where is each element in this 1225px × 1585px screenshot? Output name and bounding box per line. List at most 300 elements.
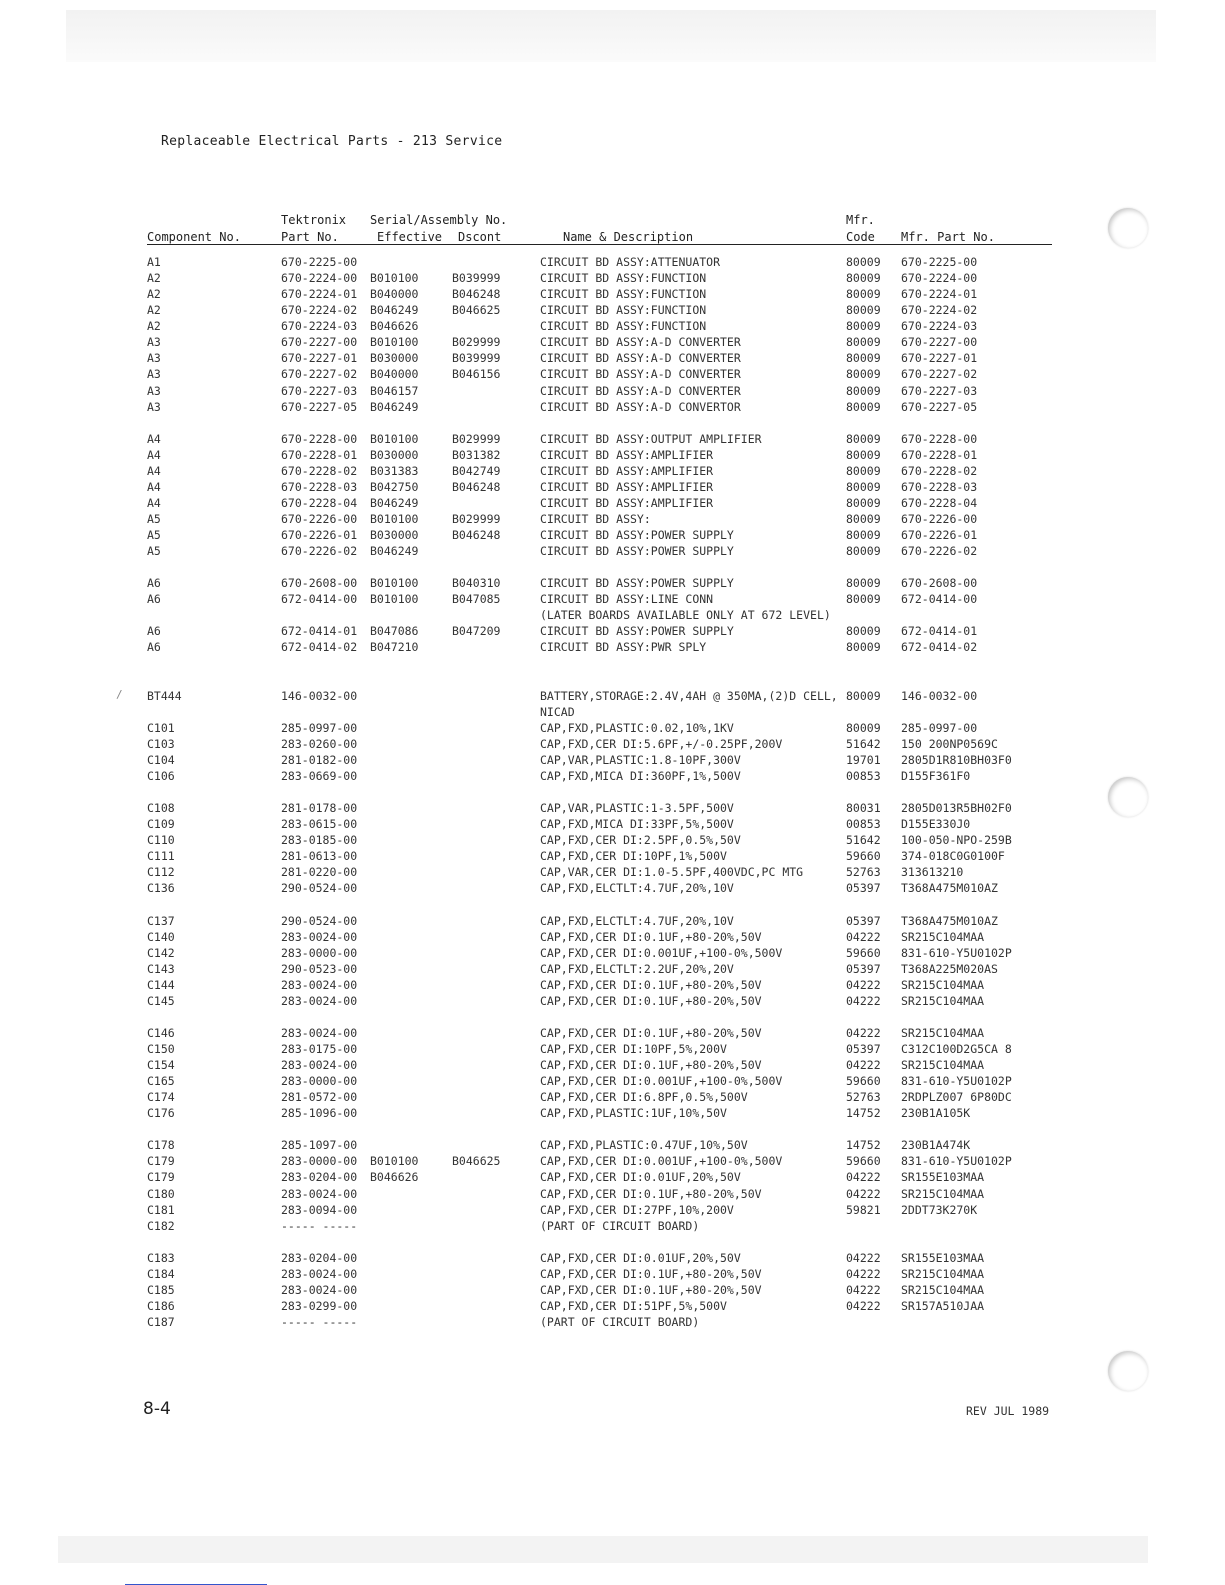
mfr-code: 80009 <box>846 303 881 318</box>
mfr-part-no: 150 200NP0569C <box>901 736 998 751</box>
tektronix-part-no: 283-0615-00 <box>281 817 358 832</box>
description: CAP,FXD,CER DI:0.1UF,+80-20%,50V <box>540 1058 762 1072</box>
mfr-code: 04222 <box>846 1058 881 1072</box>
header-rule <box>147 244 1052 245</box>
mfr-part-no: 670-2228-04 <box>901 495 978 510</box>
mfr-part-no: 670-2228-02 <box>901 463 978 478</box>
mfr-part-no: 2805D1R810BH03F0 <box>901 752 1012 767</box>
tektronix-part-no: 283-0024-00 <box>281 1058 358 1072</box>
tektronix-part-no: 670-2224-02 <box>281 303 358 318</box>
component-no: C136 <box>147 881 175 896</box>
serial-effective: B046626 <box>370 319 419 334</box>
serial-effective: B010100 <box>370 512 419 526</box>
tektronix-part-no: 670-2225-00 <box>281 255 358 269</box>
description: CAP,FXD,CER DI:0.1UF,+80-20%,50V <box>540 1025 762 1040</box>
mfr-code: 80009 <box>846 431 881 446</box>
mfr-part-no: T368A225M020AS <box>901 961 998 976</box>
header-tektronix: Tektronix <box>281 213 347 227</box>
mfr-part-no: 670-2228-01 <box>901 447 978 462</box>
mfr-part-no: SR155E103MAA <box>901 1250 985 1265</box>
component-no: C109 <box>147 817 175 832</box>
description: CIRCUIT BD ASSY:PWR SPLY <box>540 640 707 655</box>
component-no: C183 <box>147 1250 175 1265</box>
tektronix-part-no: 672-0414-02 <box>281 640 358 655</box>
mfr-code: 00853 <box>846 768 881 783</box>
tektronix-part-no: 670-2227-05 <box>281 399 358 414</box>
tektronix-part-no: 670-2226-02 <box>281 544 358 559</box>
mfr-code: 80009 <box>846 640 881 655</box>
mfr-part-no: 670-2227-05 <box>901 399 978 414</box>
mfr-code: 04222 <box>846 1186 881 1201</box>
tektronix-part-no: 285-1097-00 <box>281 1138 358 1153</box>
scan-shadow-top <box>66 10 1156 62</box>
component-no: C181 <box>147 1202 175 1217</box>
description: CAP,FXD,CER DI:10PF,5%,200V <box>540 1041 727 1056</box>
scan-shadow-bottom <box>58 1536 1148 1563</box>
header-effective: Effective <box>377 230 443 244</box>
description: CIRCUIT BD ASSY:AMPLIFIER <box>540 495 714 510</box>
description: CAP,FXD,CER DI:0.1UF,+80-20%,50V <box>540 1266 762 1281</box>
serial-effective: B042750 <box>370 479 419 494</box>
mfr-part-no: 670-2224-00 <box>901 271 978 286</box>
mfr-part-no: 2805D013R5BH02F0 <box>901 801 1012 815</box>
description: CAP,VAR,PLASTIC:1.8-10PF,300V <box>540 752 741 767</box>
mfr-part-no: 670-2225-00 <box>901 255 978 269</box>
serial-dscont: B040310 <box>452 576 501 591</box>
description: CAP,VAR,PLASTIC:1-3.5PF,500V <box>540 801 734 815</box>
tektronix-part-no: 670-2228-01 <box>281 447 358 462</box>
mfr-part-no: SR157A510JAA <box>901 1298 985 1313</box>
tektronix-part-no: 283-0024-00 <box>281 993 358 1008</box>
tektronix-part-no: 281-0220-00 <box>281 865 358 880</box>
mfr-code: 04222 <box>846 1025 881 1040</box>
description: NICAD <box>540 704 575 719</box>
page-title: Replaceable Electrical Parts - 213 Service <box>161 134 503 149</box>
component-no: C186 <box>147 1298 175 1313</box>
description: CIRCUIT BD ASSY:A-D CONVERTER <box>540 383 741 398</box>
serial-effective: B046249 <box>370 544 419 559</box>
serial-effective: B030000 <box>370 528 419 542</box>
mfr-part-no: 670-2227-01 <box>901 351 978 366</box>
mfr-part-no: 670-2227-02 <box>901 367 978 382</box>
description: CAP,FXD,PLASTIC:0.47UF,10%,50V <box>540 1138 748 1153</box>
mfr-code: 80009 <box>846 399 881 414</box>
mfr-code: 05397 <box>846 913 881 928</box>
tektronix-part-no: 283-0175-00 <box>281 1041 358 1056</box>
mfr-code: 80009 <box>846 688 881 703</box>
mfr-part-no: 230B1A474K <box>901 1138 971 1153</box>
mfr-part-no: 670-2226-01 <box>901 528 978 542</box>
serial-dscont: B047209 <box>452 624 501 639</box>
serial-effective: B010100 <box>370 576 419 591</box>
serial-dscont: B029999 <box>452 431 501 446</box>
description: CAP,FXD,MICA DI:33PF,5%,500V <box>540 817 734 832</box>
mfr-code: 80009 <box>846 255 881 269</box>
mfr-code: 59660 <box>846 849 881 864</box>
description: CAP,FXD,CER DI:5.6PF,+/-0.25PF,200V <box>540 736 783 751</box>
component-no: A5 <box>147 528 161 542</box>
tektronix-part-no: 281-0572-00 <box>281 1090 358 1105</box>
mfr-part-no: D155F361F0 <box>901 768 971 783</box>
tektronix-part-no: 290-0523-00 <box>281 961 358 976</box>
mfr-part-no: SR215C104MAA <box>901 1025 985 1040</box>
mfr-part-no: T368A475M010AZ <box>901 913 998 928</box>
component-no: C110 <box>147 833 175 848</box>
serial-dscont: B046248 <box>452 479 501 494</box>
component-no: A6 <box>147 592 161 607</box>
mfr-part-no: T368A475M010AZ <box>901 881 998 896</box>
mfr-part-no: 670-2227-03 <box>901 383 978 398</box>
mfr-part-no: SR215C104MAA <box>901 1266 985 1281</box>
mfr-part-no: 670-2228-00 <box>901 431 978 446</box>
serial-dscont: B047085 <box>452 592 501 607</box>
serial-dscont: B029999 <box>452 512 501 526</box>
serial-dscont: B042749 <box>452 463 501 478</box>
mfr-part-no: 670-2224-01 <box>901 287 978 302</box>
component-no: A6 <box>147 640 161 655</box>
serial-dscont: B046248 <box>452 287 501 302</box>
mfr-code: 80009 <box>846 576 881 591</box>
component-no: C179 <box>147 1154 175 1169</box>
description: CAP,FXD,CER DI:2.5PF,0.5%,50V <box>540 833 741 848</box>
tektronix-part-no: 283-0185-00 <box>281 833 358 848</box>
mfr-code: 04222 <box>846 977 881 992</box>
tektronix-part-no: 283-0669-00 <box>281 768 358 783</box>
component-no: C184 <box>147 1266 175 1281</box>
mfr-code: 59660 <box>846 1154 881 1169</box>
component-no: C112 <box>147 865 175 880</box>
mfr-part-no: 313613210 <box>901 865 964 880</box>
mfr-part-no: 146-0032-00 <box>901 688 978 703</box>
mfr-code: 04222 <box>846 1266 881 1281</box>
punch-hole <box>1108 208 1148 248</box>
mfr-code: 14752 <box>846 1106 881 1121</box>
tektronix-part-no: 281-0182-00 <box>281 752 358 767</box>
mfr-code: 14752 <box>846 1138 881 1153</box>
tektronix-part-no: 283-0024-00 <box>281 929 358 944</box>
mfr-code: 04222 <box>846 993 881 1008</box>
description: CIRCUIT BD ASSY:POWER SUPPLY <box>540 544 734 559</box>
description: CAP,FXD,CER DI:0.1UF,+80-20%,50V <box>540 993 762 1008</box>
component-no: A2 <box>147 271 161 286</box>
mfr-part-no: SR215C104MAA <box>901 1282 985 1297</box>
tektronix-part-no: 670-2228-00 <box>281 431 358 446</box>
tektronix-part-no: 283-0000-00 <box>281 945 358 960</box>
description: (LATER BOARDS AVAILABLE ONLY AT 672 LEVEL) <box>540 608 831 623</box>
mfr-part-no: SR215C104MAA <box>901 1058 985 1072</box>
mfr-part-no: D155E330J0 <box>901 817 971 832</box>
mfr-code: 80009 <box>846 319 881 334</box>
description: CIRCUIT BD ASSY:POWER SUPPLY <box>540 528 734 542</box>
tektronix-part-no: 670-2226-00 <box>281 512 358 526</box>
tektronix-part-no: 670-2224-01 <box>281 287 358 302</box>
serial-effective: B010100 <box>370 431 419 446</box>
punch-hole <box>1108 777 1148 817</box>
serial-effective: B046249 <box>370 495 419 510</box>
component-no: C104 <box>147 752 175 767</box>
mfr-part-no: SR215C104MAA <box>901 993 985 1008</box>
mfr-part-no: 285-0997-00 <box>901 720 978 735</box>
mfr-code: 80009 <box>846 592 881 607</box>
component-no: A5 <box>147 512 161 526</box>
serial-effective: B030000 <box>370 351 419 366</box>
tektronix-part-no: 672-0414-01 <box>281 624 358 639</box>
tektronix-part-no: ----- ----- <box>281 1218 358 1233</box>
component-no: C108 <box>147 801 175 815</box>
mfr-part-no: 670-2224-03 <box>901 319 978 334</box>
mfr-code: 52763 <box>846 1090 881 1105</box>
tektronix-part-no: 283-0000-00 <box>281 1154 358 1169</box>
serial-effective: B046249 <box>370 399 419 414</box>
component-no: C182 <box>147 1218 175 1233</box>
component-no: BT444 <box>147 688 182 703</box>
tektronix-part-no: 283-0299-00 <box>281 1298 358 1313</box>
mfr-part-no: 230B1A105K <box>901 1106 971 1121</box>
mfr-part-no: 670-2228-03 <box>901 479 978 494</box>
tektronix-part-no: 672-0414-00 <box>281 592 358 607</box>
mfr-part-no: 670-2608-00 <box>901 576 978 591</box>
component-no: C103 <box>147 736 175 751</box>
description: CAP,FXD,CER DI:0.001UF,+100-0%,500V <box>540 945 783 960</box>
description: CAP,FXD,PLASTIC:1UF,10%,50V <box>540 1106 727 1121</box>
serial-effective: B010100 <box>370 1154 419 1169</box>
tektronix-part-no: 283-0094-00 <box>281 1202 358 1217</box>
header-mfr-code: Code <box>846 230 875 244</box>
tektronix-part-no: 290-0524-00 <box>281 913 358 928</box>
component-no: A1 <box>147 255 161 269</box>
mfr-part-no: 670-2224-02 <box>901 303 978 318</box>
mfr-code: 51642 <box>846 736 881 751</box>
component-no: C146 <box>147 1025 175 1040</box>
mfr-code: 80009 <box>846 624 881 639</box>
serial-effective: B046157 <box>370 383 419 398</box>
mfr-code: 05397 <box>846 961 881 976</box>
description: CAP,FXD,CER DI:0.01UF,20%,50V <box>540 1250 741 1265</box>
description: CIRCUIT BD ASSY:FUNCTION <box>540 287 707 302</box>
component-no: C106 <box>147 768 175 783</box>
component-no: C185 <box>147 1282 175 1297</box>
component-no: C111 <box>147 849 175 864</box>
component-no: A6 <box>147 576 161 591</box>
serial-dscont: B039999 <box>452 351 501 366</box>
component-no: A4 <box>147 495 161 510</box>
mfr-code: 80009 <box>846 528 881 542</box>
description: (PART OF CIRCUIT BOARD) <box>540 1315 700 1329</box>
description: CAP,FXD,CER DI:6.8PF,0.5%,500V <box>540 1090 748 1105</box>
header-name-description: Name & Description <box>563 230 694 244</box>
serial-dscont: B046156 <box>452 367 501 382</box>
description: CAP,FXD,ELCTLT:2.2UF,20%,20V <box>540 961 734 976</box>
mfr-code: 04222 <box>846 1298 881 1313</box>
description: CAP,FXD,MICA DI:360PF,1%,500V <box>540 768 741 783</box>
mfr-code: 80031 <box>846 801 881 815</box>
tektronix-part-no: 283-0204-00 <box>281 1170 358 1185</box>
tektronix-part-no: 670-2228-04 <box>281 495 358 510</box>
tektronix-part-no: 281-0613-00 <box>281 849 358 864</box>
description: CIRCUIT BD ASSY:POWER SUPPLY <box>540 624 734 639</box>
component-no: C150 <box>147 1041 175 1056</box>
mfr-code: 80009 <box>846 447 881 462</box>
tektronix-part-no: 290-0524-00 <box>281 881 358 896</box>
component-no: A6 <box>147 624 161 639</box>
component-no: A3 <box>147 367 161 382</box>
component-no: A3 <box>147 335 161 350</box>
component-no: C143 <box>147 961 175 976</box>
mfr-code: 80009 <box>846 720 881 735</box>
mfr-part-no: 2RDPLZ007 6P80DC <box>901 1090 1012 1105</box>
serial-effective: B010100 <box>370 335 419 350</box>
description: CIRCUIT BD ASSY:OUTPUT AMPLIFIER <box>540 431 762 446</box>
component-no: C145 <box>147 993 175 1008</box>
description: CAP,FXD,ELCTLT:4.7UF,20%,10V <box>540 881 734 896</box>
component-no: A3 <box>147 351 161 366</box>
serial-effective: B010100 <box>370 271 419 286</box>
serial-dscont: B039999 <box>452 271 501 286</box>
tektronix-part-no: 670-2228-03 <box>281 479 358 494</box>
mfr-code: 59660 <box>846 1074 881 1089</box>
component-no: C154 <box>147 1058 175 1072</box>
serial-dscont: B046625 <box>452 1154 501 1169</box>
tektronix-part-no: 283-0024-00 <box>281 1186 358 1201</box>
description: CAP,FXD,CER DI:0.1UF,+80-20%,50V <box>540 977 762 992</box>
description: CAP,VAR,CER DI:1.0-5.5PF,400VDC,PC MTG <box>540 865 804 880</box>
component-no: A3 <box>147 399 161 414</box>
serial-effective: B031383 <box>370 463 419 478</box>
tektronix-part-no: ----- ----- <box>281 1315 358 1329</box>
tektronix-part-no: 146-0032-00 <box>281 688 358 703</box>
serial-effective: B010100 <box>370 592 419 607</box>
component-no: A3 <box>147 383 161 398</box>
mfr-code: 04222 <box>846 1170 881 1185</box>
component-no: A2 <box>147 303 161 318</box>
mfr-part-no: 2DDT73K270K <box>901 1202 978 1217</box>
component-no: C144 <box>147 977 175 992</box>
description: CAP,FXD,CER DI:27PF,10%,200V <box>540 1202 734 1217</box>
description: CIRCUIT BD ASSY:LINE CONN <box>540 592 714 607</box>
description: CAP,FXD,CER DI:51PF,5%,500V <box>540 1298 727 1313</box>
description: CIRCUIT BD ASSY:A-D CONVERTER <box>540 367 741 382</box>
mfr-code: 80009 <box>846 271 881 286</box>
mfr-part-no: 672-0414-00 <box>901 592 978 607</box>
component-no: C140 <box>147 929 175 944</box>
serial-dscont: B046248 <box>452 528 501 542</box>
component-no: C142 <box>147 945 175 960</box>
component-no: C179 <box>147 1170 175 1185</box>
page-number: 8-4 <box>143 1399 171 1419</box>
component-no: C187 <box>147 1315 175 1329</box>
description: (PART OF CIRCUIT BOARD) <box>540 1218 700 1233</box>
tektronix-part-no: 283-0024-00 <box>281 1266 358 1281</box>
mfr-code: 59821 <box>846 1202 881 1217</box>
mfr-code: 80009 <box>846 512 881 526</box>
description: CIRCUIT BD ASSY: <box>540 512 651 526</box>
mfr-part-no: SR215C104MAA <box>901 977 985 992</box>
tektronix-part-no: 281-0178-00 <box>281 801 358 815</box>
mfr-part-no: 672-0414-02 <box>901 640 978 655</box>
description: BATTERY,STORAGE:2.4V,4AH @ 350MA,(2)D CELL, <box>540 688 838 703</box>
mfr-code: 05397 <box>846 881 881 896</box>
header-dscont: Dscont <box>458 230 502 244</box>
mfr-part-no: 831-610-Y5U0102P <box>901 1074 1012 1089</box>
description: CIRCUIT BD ASSY:AMPLIFIER <box>540 479 714 494</box>
description: CIRCUIT BD ASSY:POWER SUPPLY <box>540 576 734 591</box>
mfr-part-no: 670-2226-00 <box>901 512 978 526</box>
header-mfr: Mfr. <box>846 213 875 227</box>
tektronix-part-no: 285-0997-00 <box>281 720 358 735</box>
tektronix-part-no: 283-0024-00 <box>281 977 358 992</box>
mfr-code: 80009 <box>846 367 881 382</box>
tektronix-part-no: 285-1096-00 <box>281 1106 358 1121</box>
description: CAP,FXD,ELCTLT:4.7UF,20%,10V <box>540 913 734 928</box>
component-no: A4 <box>147 479 161 494</box>
component-no: C176 <box>147 1106 175 1121</box>
serial-effective: B047210 <box>370 640 419 655</box>
serial-effective: B046249 <box>370 303 419 318</box>
description: CIRCUIT BD ASSY:ATTENUATOR <box>540 255 721 269</box>
description: CIRCUIT BD ASSY:A-D CONVERTER <box>540 351 741 366</box>
description: CIRCUIT BD ASSY:FUNCTION <box>540 303 707 318</box>
component-no: A4 <box>147 463 161 478</box>
mfr-part-no: 670-2226-02 <box>901 544 978 559</box>
mfr-part-no: 374-018C0G0100F <box>901 849 1005 864</box>
mfr-code: 04222 <box>846 1250 881 1265</box>
mfr-part-no: 670-2227-00 <box>901 335 978 350</box>
description: CAP,FXD,CER DI:0.1UF,+80-20%,50V <box>540 929 762 944</box>
mfr-code: 80009 <box>846 335 881 350</box>
mfr-code: 59660 <box>846 945 881 960</box>
serial-effective: B040000 <box>370 367 419 382</box>
component-no: C165 <box>147 1074 175 1089</box>
tektronix-part-no: 670-2224-00 <box>281 271 358 286</box>
mfr-code: 19701 <box>846 752 881 767</box>
tektronix-part-no: 283-0204-00 <box>281 1250 358 1265</box>
header-component-no: Component No. <box>147 230 241 244</box>
description: CAP,FXD,PLASTIC:0.02,10%,1KV <box>540 720 734 735</box>
mfr-code: 80009 <box>846 479 881 494</box>
tektronix-part-no: 670-2227-02 <box>281 367 358 382</box>
tektronix-part-no: 283-0260-00 <box>281 736 358 751</box>
component-no: A4 <box>147 431 161 446</box>
punch-hole <box>1108 1351 1148 1391</box>
component-no: C180 <box>147 1186 175 1201</box>
description: CIRCUIT BD ASSY:FUNCTION <box>540 319 707 334</box>
tektronix-part-no: 670-2224-03 <box>281 319 358 334</box>
description: CIRCUIT BD ASSY:A-D CONVERTER <box>540 335 741 350</box>
mfr-part-no: SR215C104MAA <box>901 929 985 944</box>
description: CIRCUIT BD ASSY:FUNCTION <box>540 271 707 286</box>
mfr-code: 04222 <box>846 929 881 944</box>
mfr-code: 80009 <box>846 287 881 302</box>
tektronix-part-no: 283-0024-00 <box>281 1025 358 1040</box>
tektronix-part-no: 670-2227-03 <box>281 383 358 398</box>
tektronix-part-no: 670-2228-02 <box>281 463 358 478</box>
header-serial-assembly: Serial/Assembly No. <box>370 213 508 227</box>
description: CIRCUIT BD ASSY:A-D CONVERTOR <box>540 399 741 414</box>
tektronix-part-no: 283-0000-00 <box>281 1074 358 1089</box>
serial-dscont: B046625 <box>452 303 501 318</box>
tektronix-part-no: 670-2227-01 <box>281 351 358 366</box>
tektronix-part-no: 670-2226-01 <box>281 528 358 542</box>
mfr-part-no: 831-610-Y5U0102P <box>901 1154 1012 1169</box>
description: CIRCUIT BD ASSY:AMPLIFIER <box>540 463 714 478</box>
mfr-code: 52763 <box>846 865 881 880</box>
description: CAP,FXD,CER DI:0.01UF,20%,50V <box>540 1170 741 1185</box>
mfr-code: 80009 <box>846 383 881 398</box>
tektronix-part-no: 283-0024-00 <box>281 1282 358 1297</box>
mfr-code: 80009 <box>846 463 881 478</box>
serial-effective: B040000 <box>370 287 419 302</box>
revision-date: REV JUL 1989 <box>966 1404 1050 1418</box>
